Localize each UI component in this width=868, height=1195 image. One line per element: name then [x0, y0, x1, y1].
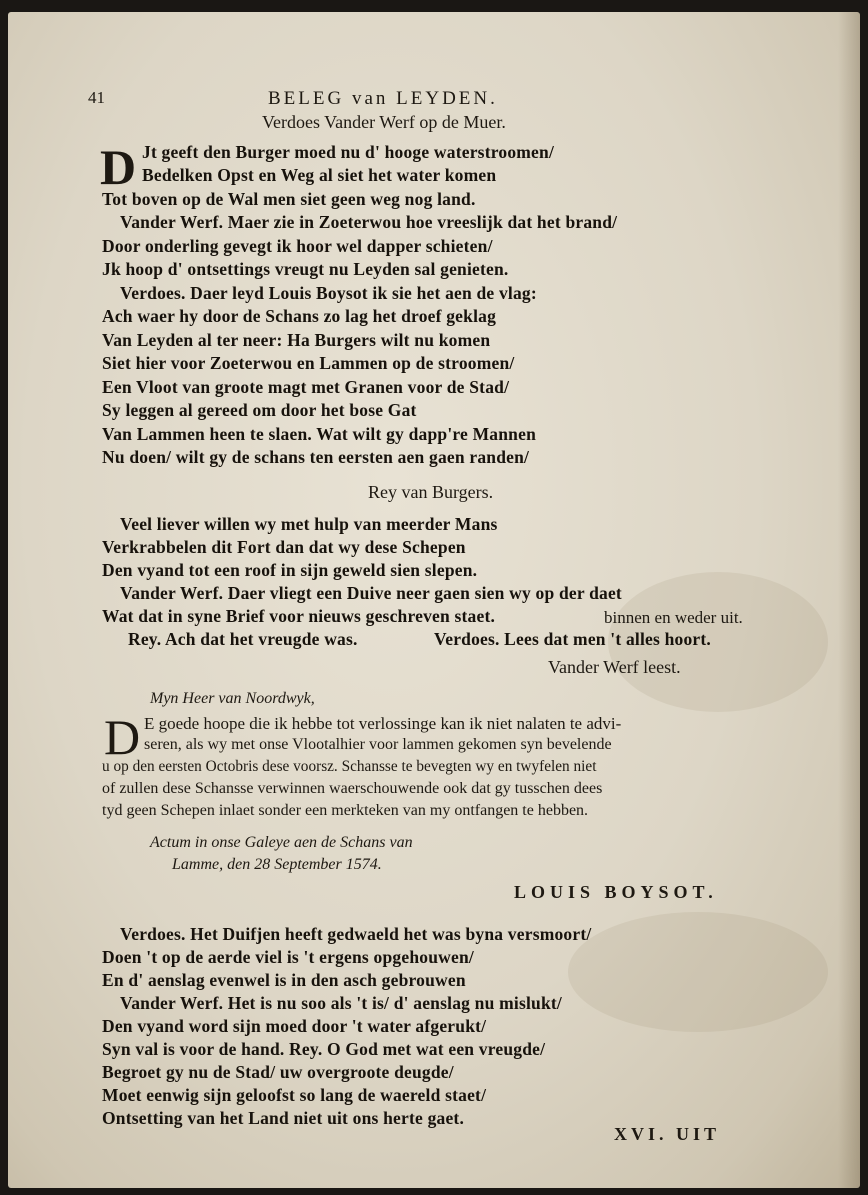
verse-line: Syn val is voor de hand. Rey. O God met wat een vreugde/ [102, 1039, 546, 1059]
verse-line: Tot boven op de Wal men siet geen weg nog land. [102, 189, 476, 209]
verse-line: Jt geeft den Burger moed nu d' hooge waterstroomen/ [142, 142, 555, 162]
catchword: XVI. UIT [614, 1124, 721, 1144]
verse-line: Jk hoop d' ontsettings vreugt nu Leyden sal genieten. [102, 259, 509, 279]
right-aligned-phrase: binnen en weder uit. [604, 608, 743, 627]
chorus-heading: Rey van Burgers. [368, 482, 494, 502]
book-page [8, 12, 860, 1188]
verse-line: Verdoes. Lees dat men 't alles hoort. [434, 629, 712, 649]
page-edge-shadow [838, 12, 860, 1188]
drop-cap: D [104, 709, 141, 765]
verse-line: Moet eenwig sijn geloofst so lang de waereld staet/ [102, 1085, 487, 1105]
running-title: BELEG van LEYDEN. [268, 88, 498, 109]
page-number: 41 [88, 88, 105, 107]
verse-line: Bedelken Opst en Weg al siet het water komen [142, 165, 497, 185]
verse-line: Verkrabbelen dit Fort dan dat wy dese Schepen [102, 537, 466, 557]
verse-line: Van Lammen heen te slaen. Wat wilt gy dapp're Mannen [102, 424, 537, 444]
verse-line: Verdoes. Daer leyd Louis Boysot ik sie het aen de vlag: [120, 283, 537, 303]
bleed-through-stain [568, 912, 828, 1032]
verse-line: Den vyand word sijn moed door 't water afgerukt/ [102, 1016, 487, 1036]
verse-line: Ontsetting van het Land niet uit ons herte gaet. [102, 1108, 465, 1128]
verse-line: Nu doen/ wilt gy de schans ten eersten aen gaen randen/ [102, 447, 530, 467]
verse-line: Verdoes. Het Duifjen heeft gedwaeld het was byna versmoort/ [120, 924, 592, 944]
verse-line: En d' aenslag evenwel is in den asch gebrouwen [102, 970, 466, 990]
verse-line: Wat dat in syne Brief voor nieuws geschreven staet. [102, 606, 496, 626]
verse-line: Vander Werf. Maer zie in Zoeterwou hoe vreeslijk dat het brand/ [120, 212, 618, 232]
verse-line: Begroet gy nu de Stad/ uw overgroote deugde/ [102, 1062, 454, 1082]
verse-line: Doen 't op de aerde viel is 't ergens opgehouwen/ [102, 947, 474, 967]
verse-line: Veel liever willen wy met hulp van meerder Mans [120, 514, 498, 534]
verse-line: Den vyand tot een roof in sijn geweld sien slepen. [102, 560, 478, 580]
speaker-heading: Verdoes Vander Werf op de Muer. [262, 112, 506, 132]
letter-heading: Vander Werf leest. [548, 657, 681, 677]
verse-line: Siet hier voor Zoeterwou en Lammen op de stroomen/ [102, 353, 515, 373]
page-header [88, 78, 808, 109]
letter-date-line: Lamme, den 28 September 1574. [172, 856, 382, 873]
verse-line: Van Leyden al ter neer: Ha Burgers wilt nu komen [102, 330, 491, 350]
letter-date-line: Actum in onse Galeye aen de Schans van [150, 834, 413, 851]
letter-line: of zullen dese Schansse verwinnen waerschouwende ook dat gy tusschen dees [102, 780, 603, 797]
verse-line: Een Vloot van groote magt met Granen voor de Stad/ [102, 377, 510, 397]
letter-line: tyd geen Schepen inlaet sonder een merkteken van my ontfangen te hebben. [102, 802, 589, 819]
letter-line: seren, als wy met onse Vlootalhier voor lammen gekomen syn bevelende [144, 736, 612, 753]
verse-line: Rey. Ach dat het vreugde was. [128, 629, 358, 649]
verse-line: Vander Werf. Daer vliegt een Duive neer gaen sien wy op der daet [120, 583, 622, 603]
letter-line: E goede hoope die ik hebbe tot verlossinge kan ik niet nalaten te advi- [144, 714, 622, 733]
letter-salutation: Myn Heer van Noordwyk, [150, 690, 315, 707]
letter-line: u op den eersten Octobris dese voorsz. Schansse te bevegten wy en twyfelen niet [102, 758, 597, 775]
verse-line: Door onderling gevegt ik hoor wel dapper schieten/ [102, 236, 493, 256]
letter-signature: LOUIS BOYSOT. [514, 882, 718, 902]
verse-line: Sy leggen al gereed om door het bose Gat [102, 400, 417, 420]
verse-line: Ach waer hy door de Schans zo lag het droef geklag [102, 306, 497, 326]
verse-line: Vander Werf. Het is nu soo als 't is/ d' aenslag nu mislukt/ [120, 993, 562, 1013]
drop-cap: D [100, 139, 137, 195]
